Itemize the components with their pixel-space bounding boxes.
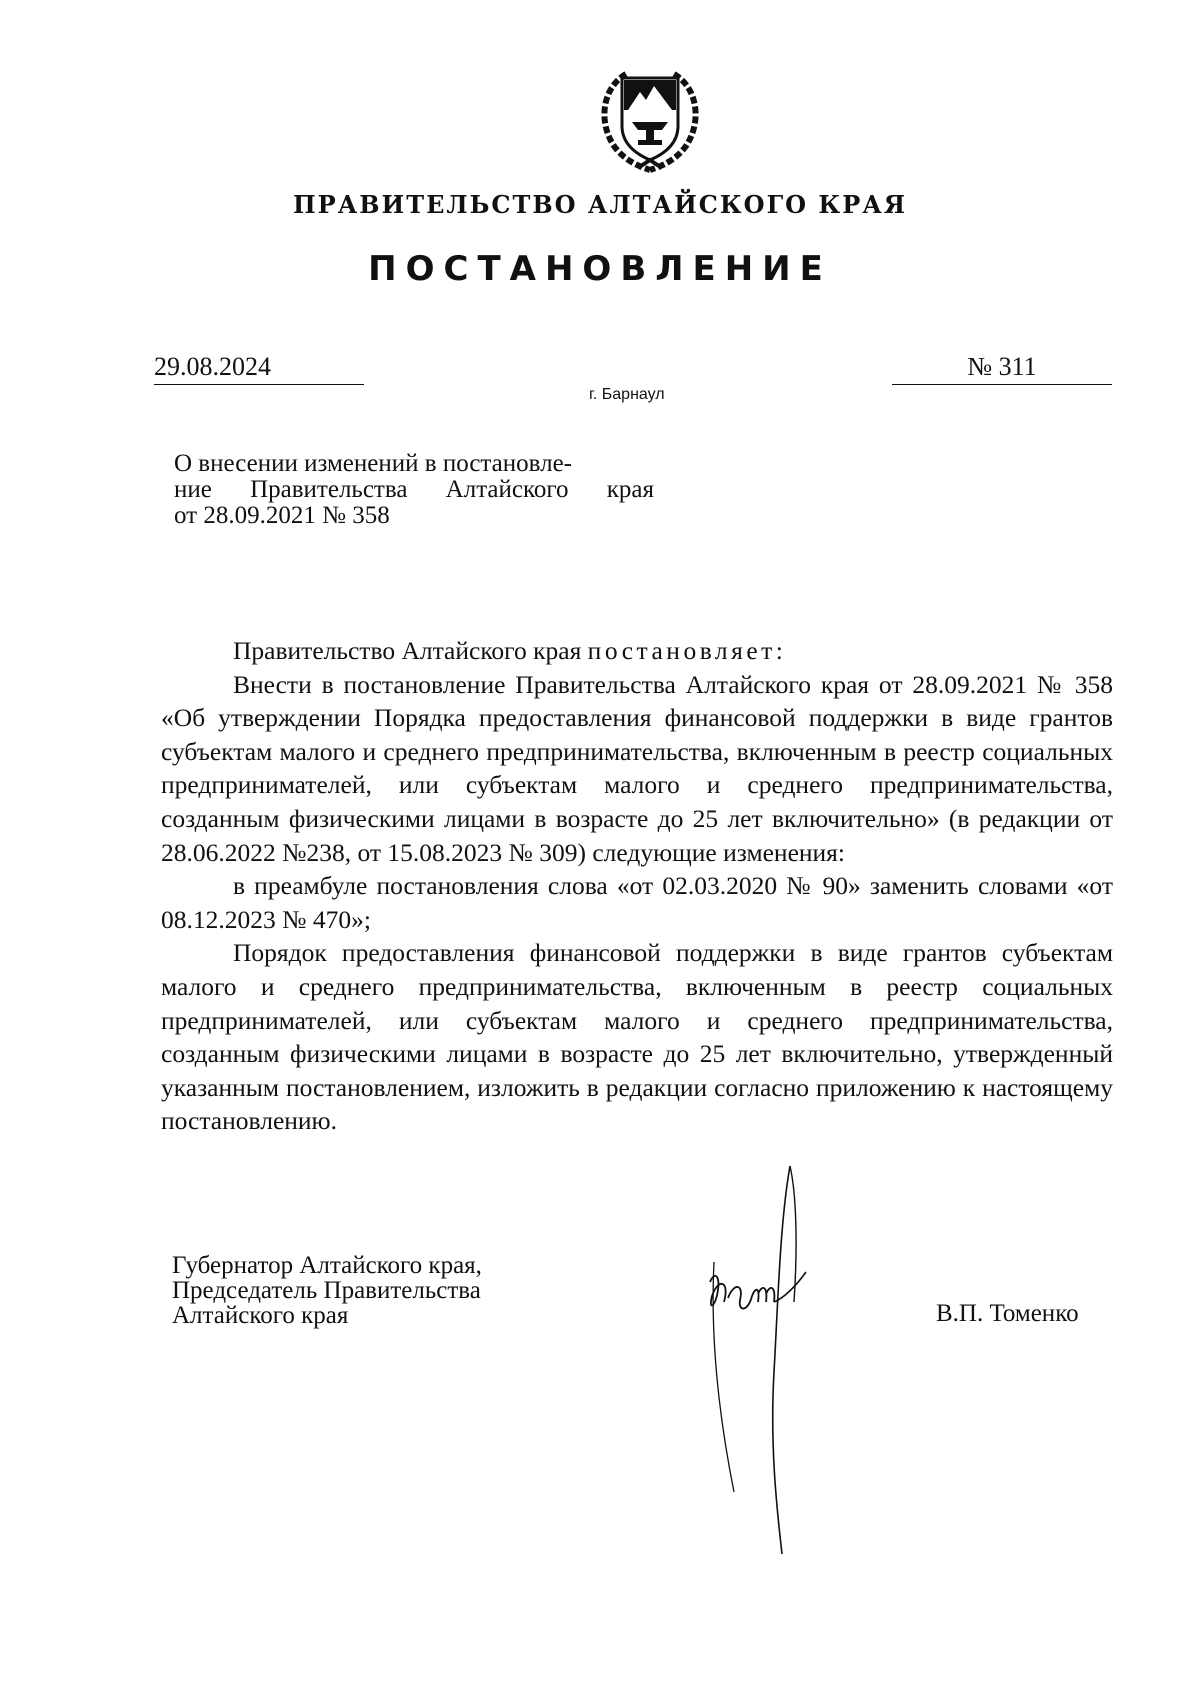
body-intro (161, 634, 1113, 668)
signatory-title-line-3: Алтайского края (172, 1302, 349, 1329)
intro-text: Правительство Алтайского края (233, 636, 588, 665)
intro-resolves: постановляет: (587, 636, 787, 665)
document-city: г. Барнаул (589, 386, 665, 403)
coat-of-arms-icon (588, 56, 712, 176)
document-subject (174, 451, 654, 529)
handwritten-signature (700, 1162, 850, 1562)
organization-name: ПРАВИТЕЛЬСТВО АЛТАЙСКОГО КРАЯ (292, 190, 908, 219)
document-number: № 311 (892, 352, 1112, 385)
signatory-title (172, 1253, 482, 1328)
document-date: 29.08.2024 (154, 352, 364, 385)
body-paragraph-3: Порядок предоставления финансовой поддержки в виде грантов субъектам малого и среднего предпринимательства, включенным в реестр социальных предпринимателей, или субъектам малого и среднего предпринимательства, созданным физическими лицами в возрасте до 25 лет включительно, утвержденный указанным постановлением, изложить в редакции согласно приложению к настоящему постановлению. (161, 938, 1113, 1136)
body-paragraph-2: в преамбуле постановления слова «от 02.03.2020 № 90» заменить словами «от 08.12.2023 № 470»; (161, 871, 1113, 934)
signatory-title-line-2: Председатель Правительства (172, 1277, 481, 1304)
subject-line-2: ние Правительства Алтайского края (174, 476, 654, 503)
subject-line-1: О внесении изменений в постановле- (174, 450, 572, 477)
body-paragraph-1: Внести в постановление Правительства Алтайского края от 28.09.2021 № 358 «Об утверждении Порядка предоставления финансовой поддержки в виде грантов субъектам малого и среднего предпринимательства, включенным в реестр социальных предпринимателей, или субъектам малого и среднего предпринимательства, созданным физическими лицами в возрасте до 25 лет включительно» (в редакции от 28.06.2022 №238, от 15.08.2023 № 309) следующие изменения: (161, 669, 1113, 867)
document-body (161, 634, 1113, 1138)
document-type-title: ПОСТАНОВЛЕНИЕ (368, 249, 832, 289)
signer-name: В.П. Томенко (936, 1300, 1079, 1327)
subject-line-3: от 28.09.2021 № 358 (174, 502, 390, 529)
signatory-title-line-1: Губернатор Алтайского края, (172, 1252, 482, 1279)
